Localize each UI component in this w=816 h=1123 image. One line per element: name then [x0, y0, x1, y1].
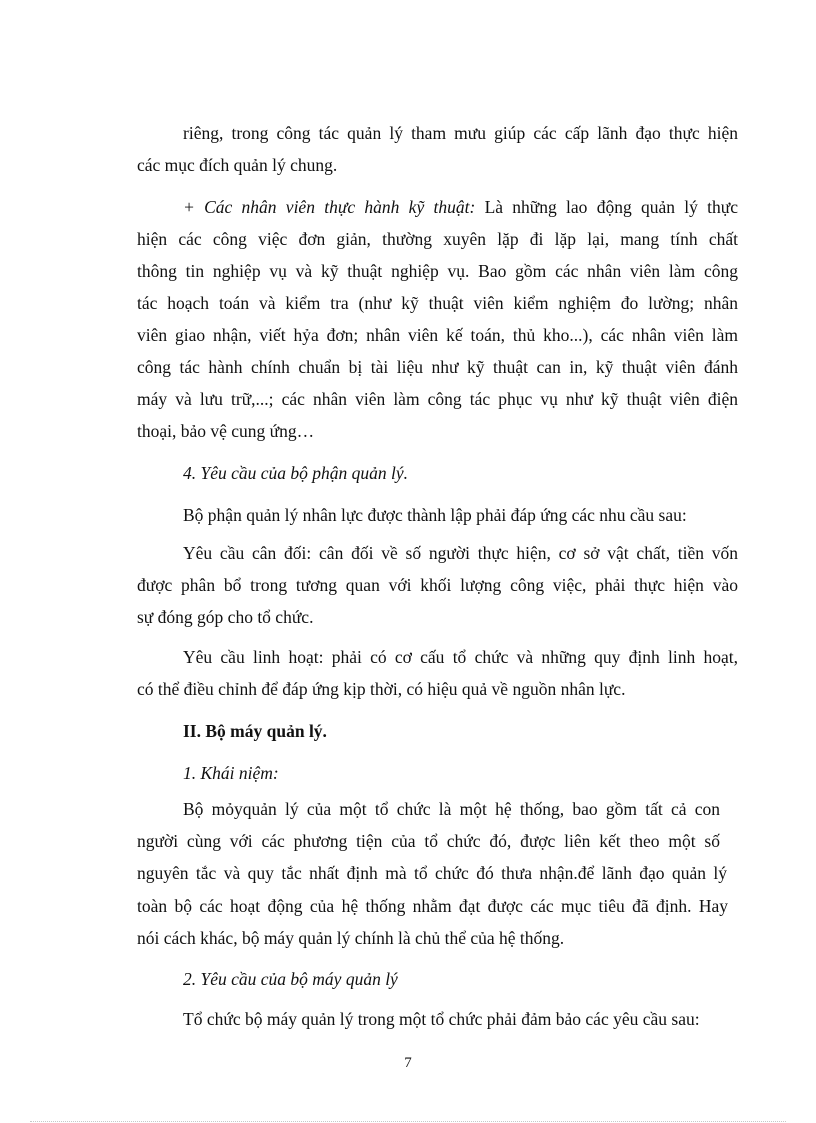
paragraph-line: nguyên tắc và quy tắc nhất định mà tổ chức đó thưa nhận.để lãnh đạo quản lý — [137, 863, 727, 883]
paragraph-line — [183, 196, 738, 218]
paragraph-line: sự đóng góp cho tổ chức. — [137, 607, 314, 627]
paragraph-line: người cùng với các phương tiện của tổ chức đó, được liên kết theo một số — [137, 831, 720, 851]
paragraph-line: được phân bổ trong tương quan với khối lượng công việc, phải thực hiện vào — [137, 575, 738, 595]
paragraph-line: Yêu cầu cân đối: cân đối về số người thực hiện, cơ sở vật chất, tiền vốn — [183, 543, 738, 563]
paragraph-line: có thể điều chỉnh để đáp ứng kịp thời, có hiệu quả về nguồn nhân lực. — [137, 679, 626, 699]
paragraph-line: Tổ chức bộ máy quản lý trong một tổ chức phải đảm bảo các yêu cầu sau: — [183, 1009, 700, 1029]
paragraph-line: thông tin nghiệp vụ và kỹ thuật nghiệp vụ. Bao gồm các nhân viên làm công — [137, 261, 738, 281]
paragraph-line: thoại, bảo vệ cung ứng… — [137, 421, 315, 441]
paragraph-line: toàn bộ các hoạt động của hệ thống nhằm đạt được các mục tiêu đã định. Hay — [137, 896, 728, 916]
paragraph-line: Bộ phận quản lý nhân lực được thành lập phải đáp ứng các nhu cầu sau: — [183, 505, 687, 525]
paragraph-line: nói cách khác, bộ máy quản lý chính là chủ thể của hệ thống. — [137, 928, 565, 948]
chapter-heading: II. Bộ máy quản lý. — [183, 721, 327, 741]
paragraph-line: Bộ mỏyquản lý của một tổ chức là một hệ thống, bao gồm tất cả con — [183, 799, 720, 819]
section-heading: 4. Yêu cầu của bộ phận quản lý. — [183, 463, 409, 483]
page-divider — [30, 1121, 786, 1122]
paragraph-line: Yêu cầu linh hoạt: phải có cơ cấu tổ chức và những quy định linh hoạt, — [183, 647, 738, 667]
page-number: 7 — [404, 1055, 412, 1071]
italic-term: + Các nhân viên thực hành kỹ thuật: — [183, 197, 476, 217]
section-heading: 2. Yêu cầu của bộ máy quản lý — [183, 969, 398, 989]
paragraph-line: công tác hành chính chuẩn bị tài liệu như kỹ thuật can in, kỹ thuật viên đánh — [137, 357, 738, 377]
paragraph-line: hiện các công việc đơn giản, thường xuyên lặp đi lặp lại, mang tính chất — [137, 229, 738, 249]
paragraph-line: tác hoạch toán và kiểm tra (như kỹ thuật viên kiểm nghiệm đo lường; nhân — [137, 293, 738, 313]
paragraph-line: viên giao nhận, viết hỷa đơn; nhân viên kế toán, thủ kho...), các nhân viên làm — [137, 325, 738, 345]
paragraph-line: riêng, trong công tác quản lý tham mưu giúp các cấp lãnh đạo thực hiện — [183, 123, 738, 143]
paragraph-line: máy và lưu trữ,...; các nhân viên làm công tác phục vụ như kỹ thuật viên điện — [137, 389, 738, 409]
paragraph-line: các mục đích quản lý chung. — [137, 155, 338, 175]
paragraph-text: Là những lao động quản lý thực — [475, 197, 738, 217]
section-heading: 1. Khái niệm: — [183, 763, 279, 783]
